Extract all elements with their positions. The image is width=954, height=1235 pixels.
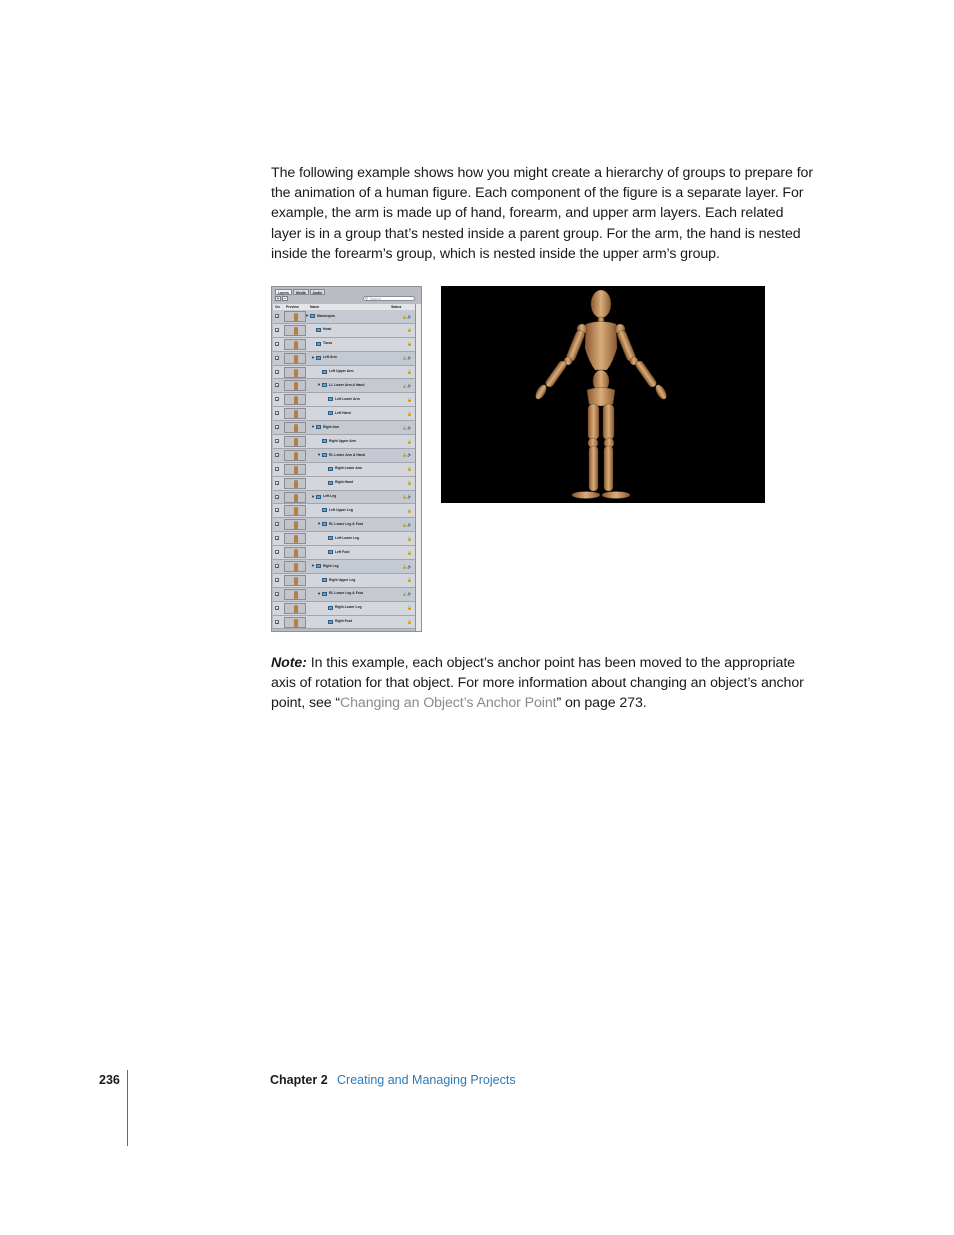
layer-icon [322, 508, 327, 512]
search-placeholder: Search [370, 297, 381, 301]
tab-audio: Audio [310, 289, 326, 295]
layer-status-icons: 🔒 [407, 466, 412, 472]
layer-name: RL Lower Leg & Foot [329, 591, 364, 596]
panel-tabs [275, 289, 326, 295]
layer-icon [328, 536, 333, 540]
tab-media: Media [293, 289, 309, 295]
layer-visibility-checkbox: ✓ [276, 369, 280, 375]
layer-status-icons: 🔒 [407, 619, 412, 625]
layer-name: Right Lower Leg [335, 605, 362, 610]
group-icon [322, 383, 327, 387]
layers-panel-screenshot [271, 286, 422, 632]
layer-visibility-checkbox: ✓ [276, 522, 280, 528]
layer-row [273, 574, 415, 588]
layer-visibility-checkbox: ✓ [276, 397, 280, 403]
layer-icon [328, 606, 333, 610]
column-on: On [275, 305, 280, 309]
intro-paragraph: The following example shows how you might create a hierarchy of groups to prepare for the animation of a human figure. Each component of the figure is a separate layer. For example, the arm is made up of hand, forearm, and upper arm layers. Each related layer is in a group that’s nested inside a parent group. For the arm, the hand is nested inside the forearm’s group, which is nested inside the upper arm’s group. [271, 165, 813, 262]
layer-preview-thumbnail [284, 408, 306, 419]
layer-row [273, 338, 415, 352]
layer-preview-thumbnail [284, 394, 306, 405]
layer-row [273, 546, 415, 560]
chapter-title-link[interactable]: Creating and Managing Projects [337, 1073, 516, 1087]
layer-row [273, 407, 415, 421]
layer-name: Left Leg [323, 494, 337, 499]
disclosure-triangle-icon: ▼ [311, 563, 315, 569]
layer-visibility-checkbox: ✓ [276, 383, 280, 389]
layer-name: Torso [323, 341, 333, 346]
layer-status-icons: 🔒🔊 [402, 382, 412, 388]
layer-visibility-checkbox: ✓ [276, 494, 280, 500]
layer-status-icons: 🔒 [407, 410, 412, 416]
layer-icon [322, 370, 327, 374]
layer-name: Right Upper Arm [329, 438, 356, 443]
layer-row [273, 491, 415, 505]
layer-row [273, 421, 415, 435]
layer-icon [316, 342, 321, 346]
layer-status-icons: 🔒🔊 [402, 521, 412, 527]
layer-name: Left Upper Arm [329, 369, 354, 374]
layer-row [273, 435, 415, 449]
layer-list [273, 310, 415, 629]
mannequin-figure [441, 286, 765, 503]
layer-icon [328, 481, 333, 485]
layer-status-icons: 🔒🔊 [402, 313, 412, 319]
group-icon [316, 564, 321, 568]
layer-name: Left Lower Arm [335, 396, 360, 401]
layer-visibility-checkbox: ✓ [276, 314, 280, 319]
layer-status-icons: 🔒🔊 [402, 424, 412, 430]
layer-row [273, 532, 415, 546]
tab-layers: Layers [275, 289, 292, 295]
layer-icon [322, 439, 327, 443]
layer-status-icons: 🔒 [407, 327, 412, 333]
group-icon [316, 356, 321, 360]
group-icon [316, 495, 321, 499]
note-label: Note: [271, 655, 307, 671]
disclosure-triangle-icon: ▼ [317, 590, 321, 596]
panel-toolbar [275, 296, 415, 302]
search-icon: ⚲ [365, 296, 368, 301]
column-preview: Preview [286, 305, 299, 309]
layer-row [273, 366, 415, 380]
layer-preview-thumbnail [284, 519, 306, 530]
layer-status-icons: 🔒 [407, 549, 412, 555]
layer-status-icons: 🔒 [407, 507, 412, 513]
layer-preview-thumbnail [284, 492, 306, 503]
layer-status-icons: 🔒 [407, 605, 412, 611]
layer-visibility-checkbox: ✓ [276, 327, 280, 333]
layer-row [273, 324, 415, 338]
layer-status-icons: 🔒🔊 [402, 494, 412, 500]
layer-row [273, 560, 415, 574]
layer-status-icons: 🔒 [407, 577, 412, 583]
layer-status-icons: 🔒 [407, 396, 412, 402]
layer-preview-thumbnail [284, 339, 306, 350]
layer-visibility-checkbox: ✓ [276, 564, 280, 570]
layer-preview-thumbnail [284, 589, 306, 600]
layer-preview-thumbnail [284, 547, 306, 558]
layer-row [273, 379, 415, 393]
layer-name: Mannequin [317, 313, 335, 318]
layer-row [273, 616, 415, 630]
layer-row [273, 518, 415, 532]
layer-preview-thumbnail [284, 353, 306, 364]
layer-name: Right Foot [335, 619, 352, 624]
layer-name: Left Foot [335, 549, 350, 554]
group-icon [322, 522, 327, 526]
layer-name: Right Upper Leg [329, 577, 356, 582]
add-layer-button: + [276, 296, 280, 302]
search-field [363, 296, 415, 301]
group-icon [322, 453, 327, 457]
layer-row [273, 504, 415, 518]
disclosure-triangle-icon: ▼ [317, 451, 321, 457]
disclosure-triangle-icon: ▼ [317, 382, 321, 388]
layer-preview-thumbnail [284, 505, 306, 516]
layer-row [273, 477, 415, 491]
layer-name: Left Lower Leg [335, 535, 360, 540]
layer-icon [316, 328, 321, 332]
layer-status-icons: 🔒🔊 [402, 563, 412, 569]
disclosure-triangle-icon: ▼ [311, 493, 315, 499]
disclosure-triangle-icon: ▼ [311, 424, 315, 430]
disclosure-triangle-icon: ▼ [311, 354, 315, 360]
layer-visibility-checkbox: ✓ [276, 619, 280, 625]
layer-visibility-checkbox: ✓ [276, 536, 280, 542]
layer-preview-thumbnail [284, 367, 306, 378]
layer-visibility-checkbox: ✓ [276, 341, 280, 347]
layer-preview-thumbnail [284, 603, 306, 614]
layer-name: Left Arm [323, 355, 337, 360]
disclosure-triangle-icon: ▼ [305, 313, 309, 318]
layer-visibility-checkbox: ✓ [276, 605, 280, 611]
layer-icon [322, 578, 327, 582]
layer-preview-thumbnail [284, 450, 306, 461]
layer-row [273, 588, 415, 602]
layer-preview-thumbnail [284, 617, 306, 628]
remove-layer-button: − [283, 296, 287, 302]
layer-name: Left Upper Leg [329, 508, 353, 513]
layer-row [273, 449, 415, 463]
layer-visibility-checkbox: ✓ [276, 452, 280, 458]
layer-preview-thumbnail [284, 325, 306, 336]
layer-row [273, 602, 415, 616]
layer-visibility-checkbox: ✓ [276, 425, 280, 431]
layer-preview-thumbnail [284, 464, 306, 475]
layer-status-icons: 🔒 [407, 480, 412, 486]
layer-status-icons: 🔒 [407, 369, 412, 375]
group-icon [316, 425, 321, 429]
layer-preview-thumbnail [284, 478, 306, 489]
layer-preview-thumbnail [284, 561, 306, 572]
layer-visibility-checkbox: ✓ [276, 439, 280, 445]
layer-icon [328, 620, 333, 624]
layer-visibility-checkbox: ✓ [276, 577, 280, 583]
layer-preview-thumbnail [284, 380, 306, 391]
layer-status-icons: 🔒🔊 [402, 591, 412, 597]
layer-visibility-checkbox: ✓ [276, 550, 280, 556]
layer-status-icons: 🔒 [407, 438, 412, 444]
layer-visibility-checkbox: ✓ [276, 480, 280, 486]
layer-icon [328, 411, 333, 415]
layer-visibility-checkbox: ✓ [276, 508, 280, 514]
layer-icon [328, 467, 333, 471]
layer-icon [328, 397, 333, 401]
note-text-after: ” on page 273. [556, 695, 647, 712]
layer-preview-thumbnail [284, 422, 306, 433]
column-name: Name [310, 305, 320, 309]
layer-status-icons: 🔒🔊 [402, 452, 412, 458]
layer-preview-thumbnail [284, 533, 306, 544]
layer-visibility-checkbox: ✓ [276, 466, 280, 472]
layer-row [273, 393, 415, 407]
scrollbar [415, 304, 421, 631]
layer-visibility-checkbox: ✓ [276, 411, 280, 417]
anchor-point-link[interactable]: Changing an Object’s Anchor Point [340, 695, 557, 712]
layer-status-icons: 🔒🔊 [402, 355, 412, 361]
note-paragraph [271, 653, 816, 714]
layer-preview-thumbnail [284, 311, 306, 322]
layer-row [273, 463, 415, 477]
layer-visibility-checkbox: ✓ [276, 591, 280, 597]
note-text-before: In this example, each object’s anchor point has been moved to the appropriate axis of rotation for that object. For more information about changing an object’s anchor point, see “ [271, 655, 804, 712]
layer-name: Right Arm [323, 424, 340, 429]
layer-icon [328, 550, 333, 554]
layer-name: Right Hand [335, 480, 354, 485]
layer-name: Head [323, 327, 332, 332]
layer-row [273, 310, 415, 324]
layer-name: RL Lower Leg & Foot [329, 521, 364, 526]
layer-status-icons: 🔒 [407, 535, 412, 541]
layer-name: RL Lower Arm & Hand [329, 452, 365, 457]
mannequin-render [441, 286, 765, 503]
layer-preview-thumbnail [284, 436, 306, 447]
chapter-label: Chapter 2 [270, 1073, 328, 1087]
layer-visibility-checkbox: ✓ [276, 355, 280, 361]
layer-status-icons: 🔒 [407, 341, 412, 347]
layer-name: LL Lower Arm & Hand [329, 383, 365, 388]
layer-name: Right Leg [323, 563, 339, 568]
layer-name: Left Hand [335, 410, 351, 415]
group-icon [322, 592, 327, 596]
disclosure-triangle-icon: ▼ [317, 521, 321, 527]
layer-preview-thumbnail [284, 575, 306, 586]
footer-rule [127, 1070, 128, 1146]
column-status: Status [391, 305, 402, 309]
group-icon [310, 314, 315, 318]
page-number: 236 [99, 1073, 120, 1087]
layer-row [273, 352, 415, 366]
mannequin-icon [534, 290, 669, 499]
layer-name: Right Lower Arm [335, 466, 363, 471]
